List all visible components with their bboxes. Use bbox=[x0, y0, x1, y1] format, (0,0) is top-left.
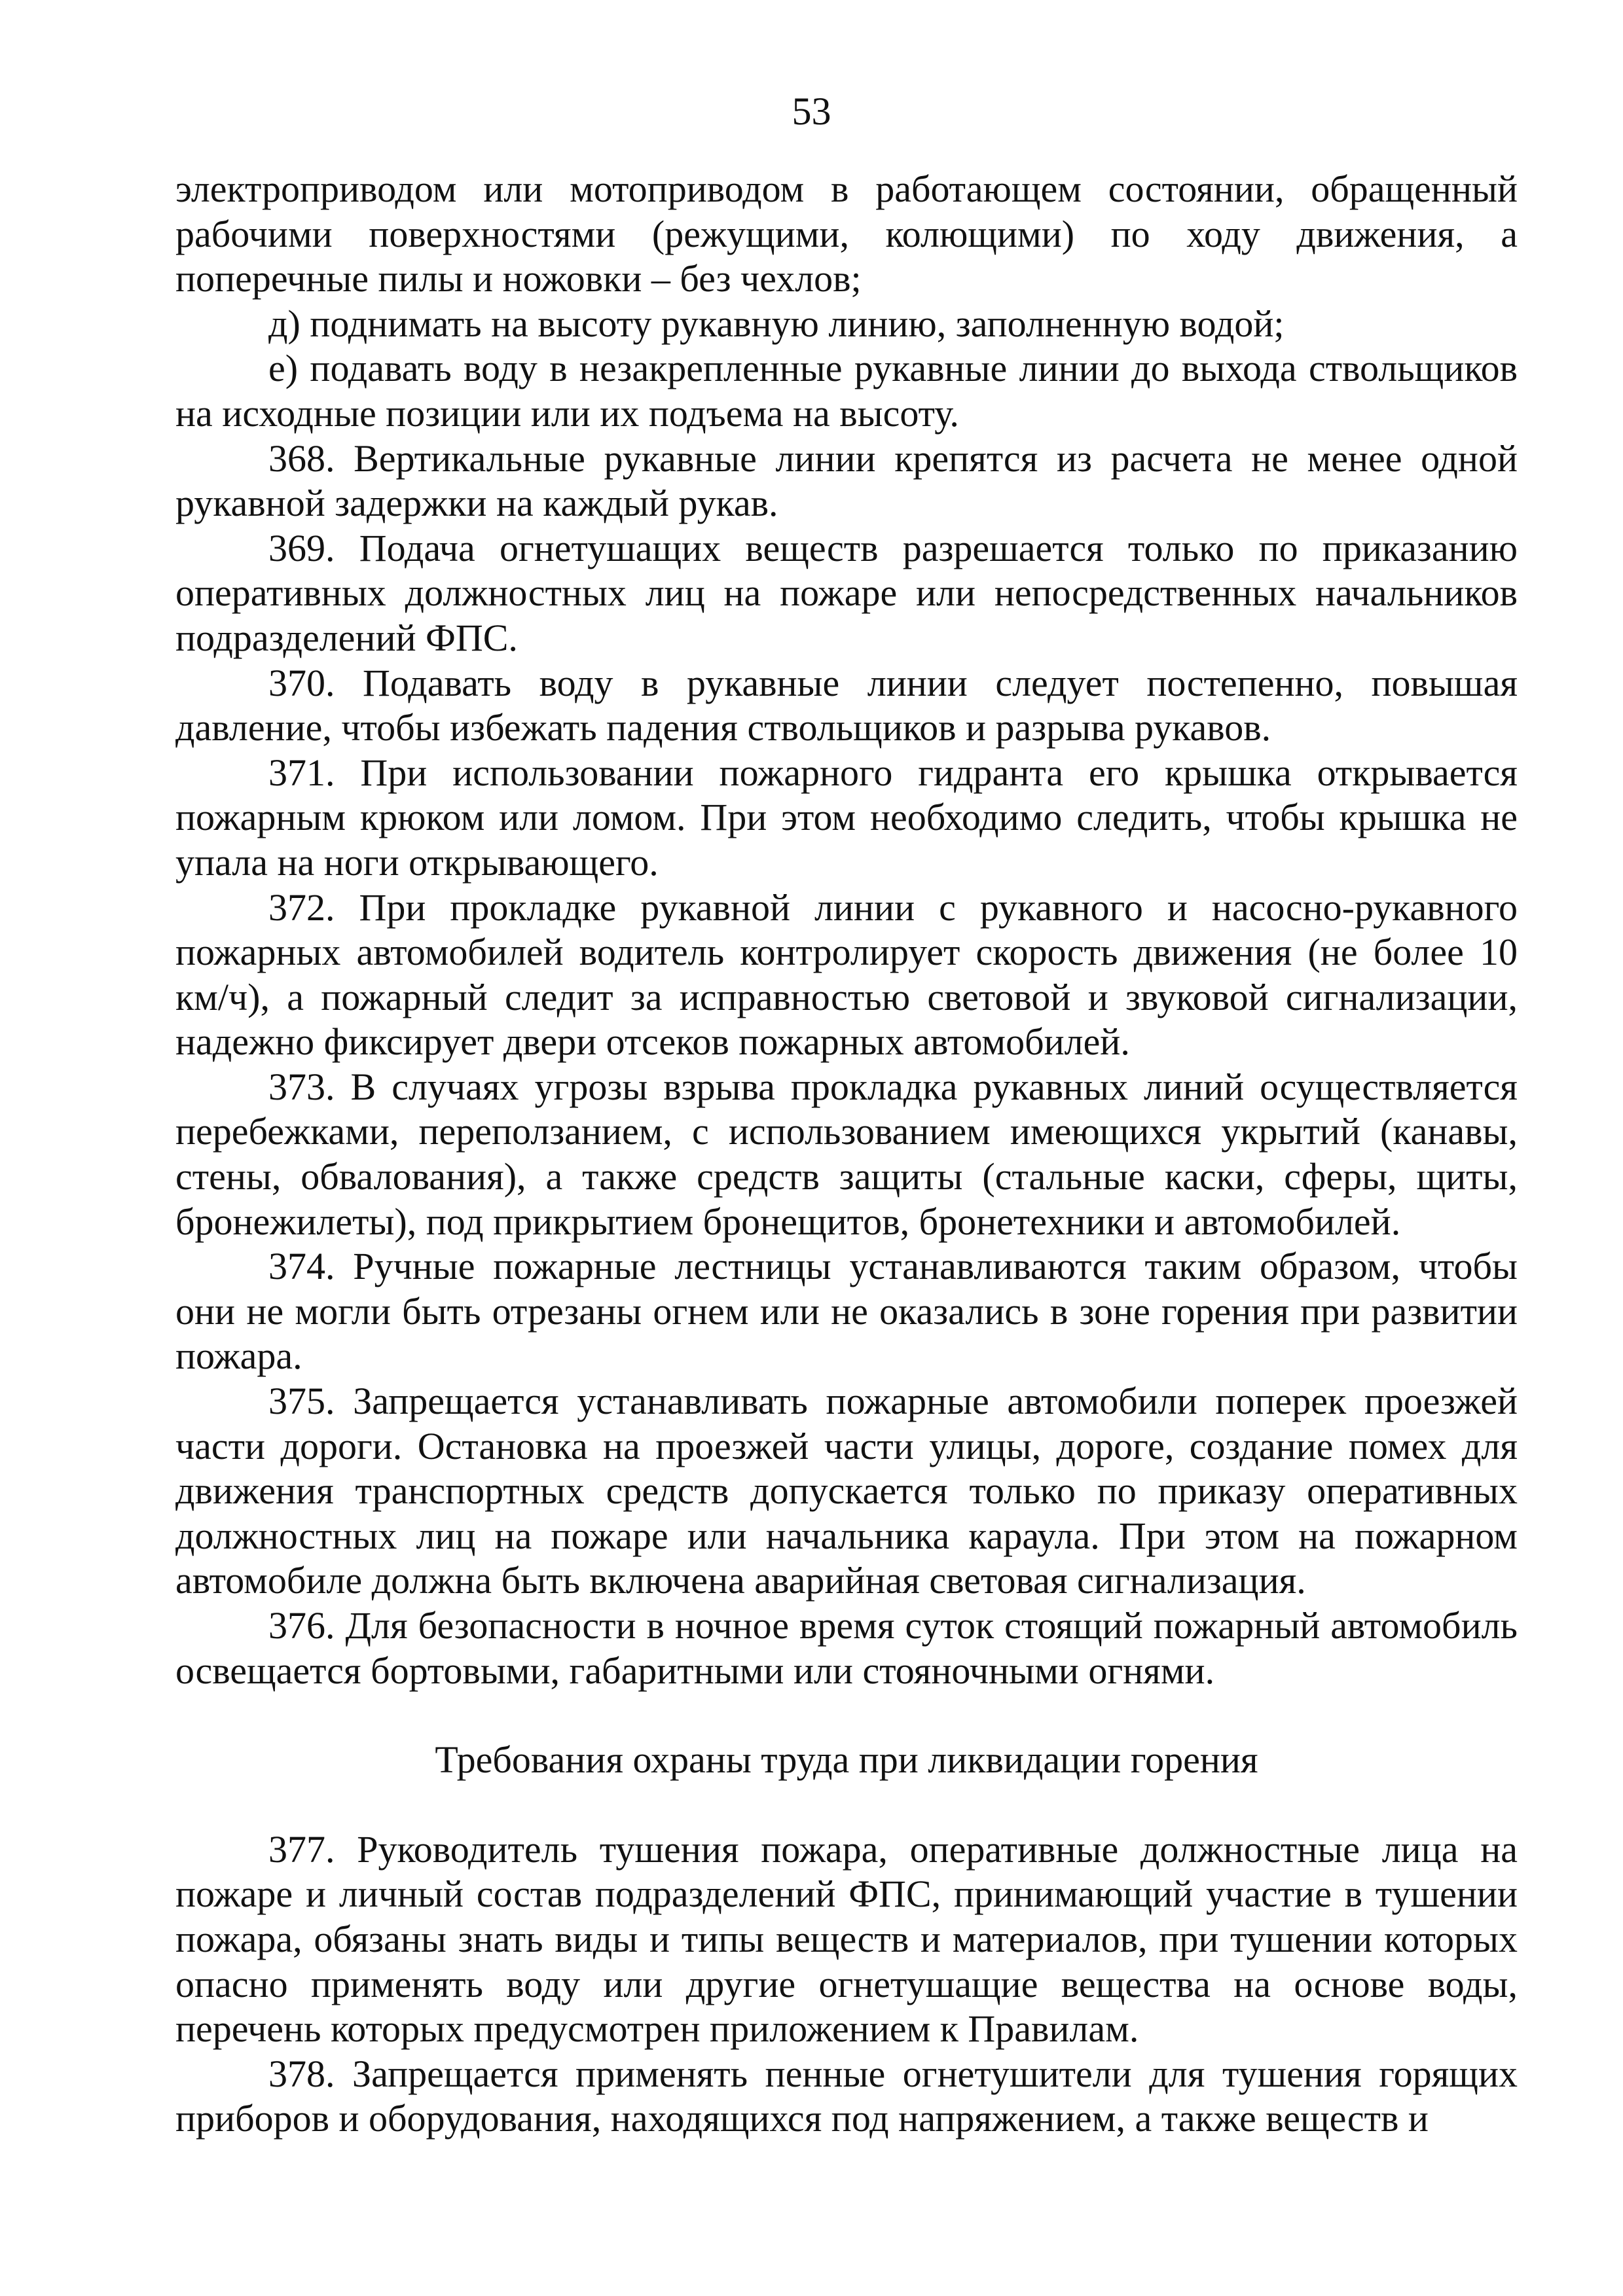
paragraph-continuation: электроприводом или мотоприводом в работающем состоянии, обращенный рабочими поверхностями (режущими, колющими) по ходу движения, а поперечные пилы и ножовки – без чехлов; bbox=[175, 168, 1518, 300]
paragraph-372: 372. При прокладке рукавной линии с рукавного и насосно-рукавного пожарных автомобилей водитель контролирует скорость движения (не более 10 км/ч), а пожарный следит за исправностью световой и звуковой сигнализации, надежно фиксирует двери отсеков пожарных автомобилей. bbox=[175, 886, 1518, 1064]
paragraph-373: 373. В случаях угрозы взрыва прокладка рукавных линий осуществляется перебежками, переползанием, с использованием имеющихся укрытий (канавы, стены, обвалования), а также средств защиты (стальные каски, сферы, щиты, бронежилеты), под прикрытием бронещитов, бронетехники и автомобилей. bbox=[175, 1065, 1518, 1243]
paragraph-370: 370. Подавать воду в рукавные линии следует постепенно, повышая давление, чтобы избежать падения ствольщиков и разрыва рукавов. bbox=[175, 661, 1518, 749]
paragraph-item-e: е) подавать воду в незакрепленные рукавные линии до выхода ствольщиков на исходные позиции или их подъема на высоту. bbox=[175, 347, 1518, 435]
paragraph-369: 369. Подача огнетушащих веществ разрешается только по приказанию оперативных должностных лиц на пожаре или непосредственных начальников подразделений ФПС. bbox=[175, 526, 1518, 659]
section-title: Требования охраны труда при ликвидации горения bbox=[435, 1738, 1258, 1782]
paragraph-item-d: д) поднимать на высоту рукавную линию, заполненную водой; bbox=[268, 302, 1285, 345]
paragraph-378: 378. Запрещается применять пенные огнетушители для тушения горящих приборов и оборудования, находящихся под напряжением, а также веществ и bbox=[175, 2052, 1518, 2140]
body-text bbox=[175, 167, 1518, 2142]
paragraph-371: 371. При использовании пожарного гидранта его крышка открывается пожарным крюком или ломом. При этом необходимо следить, чтобы крышка не упала на ноги открывающего. bbox=[175, 751, 1518, 884]
paragraph-368: 368. Вертикальные рукавные линии крепятся из расчета не менее одной рукавной задержки на каждый рукав. bbox=[175, 437, 1518, 525]
paragraph-374: 374. Ручные пожарные лестницы устанавливаются таким образом, чтобы они не могли быть отрезаны огнем или не оказались в зоне горения при развитии пожара. bbox=[175, 1245, 1518, 1378]
paragraph-376: 376. Для безопасности в ночное время суток стоящий пожарный автомобиль освещается бортовыми, габаритными или стояночными огнями. bbox=[175, 1604, 1518, 1692]
paragraph-375: 375. Запрещается устанавливать пожарные автомобили поперек проезжей части дороги. Остановка на проезжей части улицы, дороге, создание помех для движения транспортных средств допускается только по приказу оперативных должностных лиц на пожаре или начальника караула. При этом на пожарном автомобиле должна быть включена аварийная световая сигнализация. bbox=[175, 1380, 1518, 1602]
paragraph-377: 377. Руководитель тушения пожара, оперативные должностные лица на пожаре и личный состав подразделений ФПС, принимающий участие в тушении пожара, обязаны знать виды и типы веществ и материалов, при тушении которых опасно применять воду или другие огнетушащие вещества на основе воды, перечень которых предусмотрен приложением к Правилам. bbox=[175, 1827, 1518, 2051]
page-number: 53 bbox=[792, 90, 831, 133]
